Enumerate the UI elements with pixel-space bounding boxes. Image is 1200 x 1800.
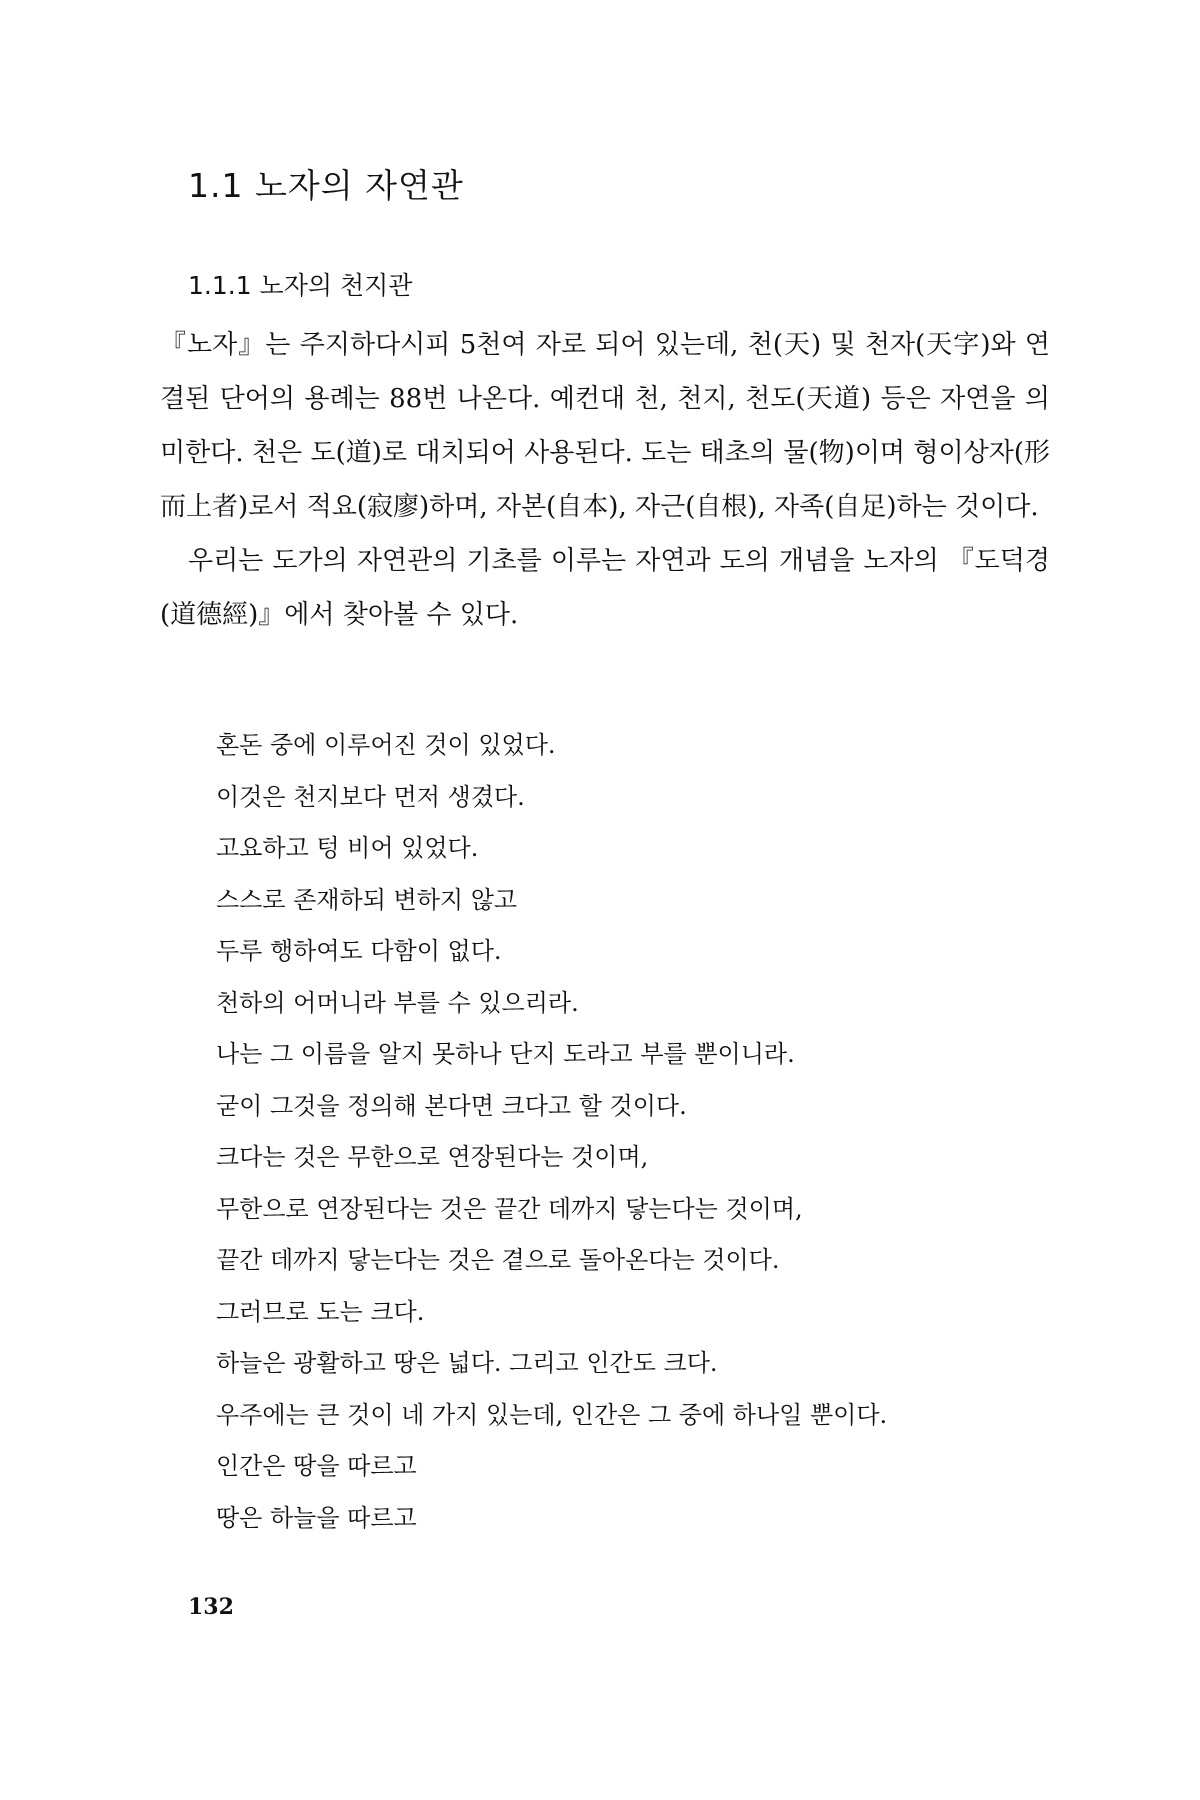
quotation-block bbox=[216, 720, 1076, 1544]
quote-line: 무한으로 연장된다는 것은 끝간 데까지 닿는다는 것이며, bbox=[216, 1194, 803, 1223]
quote-line: 우주에는 큰 것이 네 가지 있는데, 인간은 그 중에 하나일 뿐이다. bbox=[216, 1400, 888, 1429]
body-text bbox=[160, 318, 1050, 642]
paragraph: 『노자』는 주지하다시피 5천여 자로 되어 있는데, 천(天) 및 천자(天字)와 연결된 단어의 용례는 88번 나온다. 예컨대 천, 천지, 천도(天道) 등은 자연을 의미한다. 천은 도(道)로 대치되어 사용된다. 도는 태초의 물(物)이며 형이상자(形而上者)로서 적요(寂廖)하며, 자본(自本), 자근(自根), 자족(自足)하는 것이다. bbox=[160, 330, 1050, 522]
quote-line: 하늘은 광활하고 땅은 넓다. 그리고 인간도 크다. bbox=[216, 1349, 718, 1377]
quote-line: 인간은 땅을 따르고 bbox=[216, 1452, 417, 1480]
quote-line: 끝간 데까지 닿는다는 것은 곁으로 돌아온다는 것이다. bbox=[216, 1246, 780, 1274]
page-number: 132 bbox=[188, 1594, 234, 1620]
subsection-title: 1.1.1 노자의 천지관 bbox=[188, 271, 413, 300]
quote-line: 나는 그 이름을 알지 못하나 단지 도라고 부를 뿐이니라. bbox=[216, 1040, 795, 1068]
quote-line: 스스로 존재하되 변하지 않고 bbox=[216, 885, 518, 914]
quote-line: 이것은 천지보다 먼저 생겼다. bbox=[216, 782, 525, 811]
quote-line: 천하의 어머니라 부를 수 있으리라. bbox=[216, 988, 579, 1017]
quote-line: 고요하고 텅 비어 있었다. bbox=[216, 834, 479, 862]
quote-line: 크다는 것은 무한으로 연장된다는 것이며, bbox=[216, 1143, 649, 1171]
quote-line: 두루 행하여도 다함이 없다. bbox=[216, 937, 502, 965]
quote-line: 땅은 하늘을 따르고 bbox=[216, 1503, 417, 1532]
quote-line: 그러므로 도는 크다. bbox=[216, 1297, 425, 1326]
paragraph: 우리는 도가의 자연관의 기초를 이루는 자연과 도의 개념을 노자의 『도덕경(道德經)』에서 찾아볼 수 있다. bbox=[160, 546, 1050, 630]
quote-line: 굳이 그것을 정의해 본다면 크다고 할 것이다. bbox=[216, 1091, 687, 1120]
quote-line: 혼돈 중에 이루어진 것이 있었다. bbox=[216, 731, 556, 759]
section-title: 1.1 노자의 자연관 bbox=[188, 166, 464, 205]
